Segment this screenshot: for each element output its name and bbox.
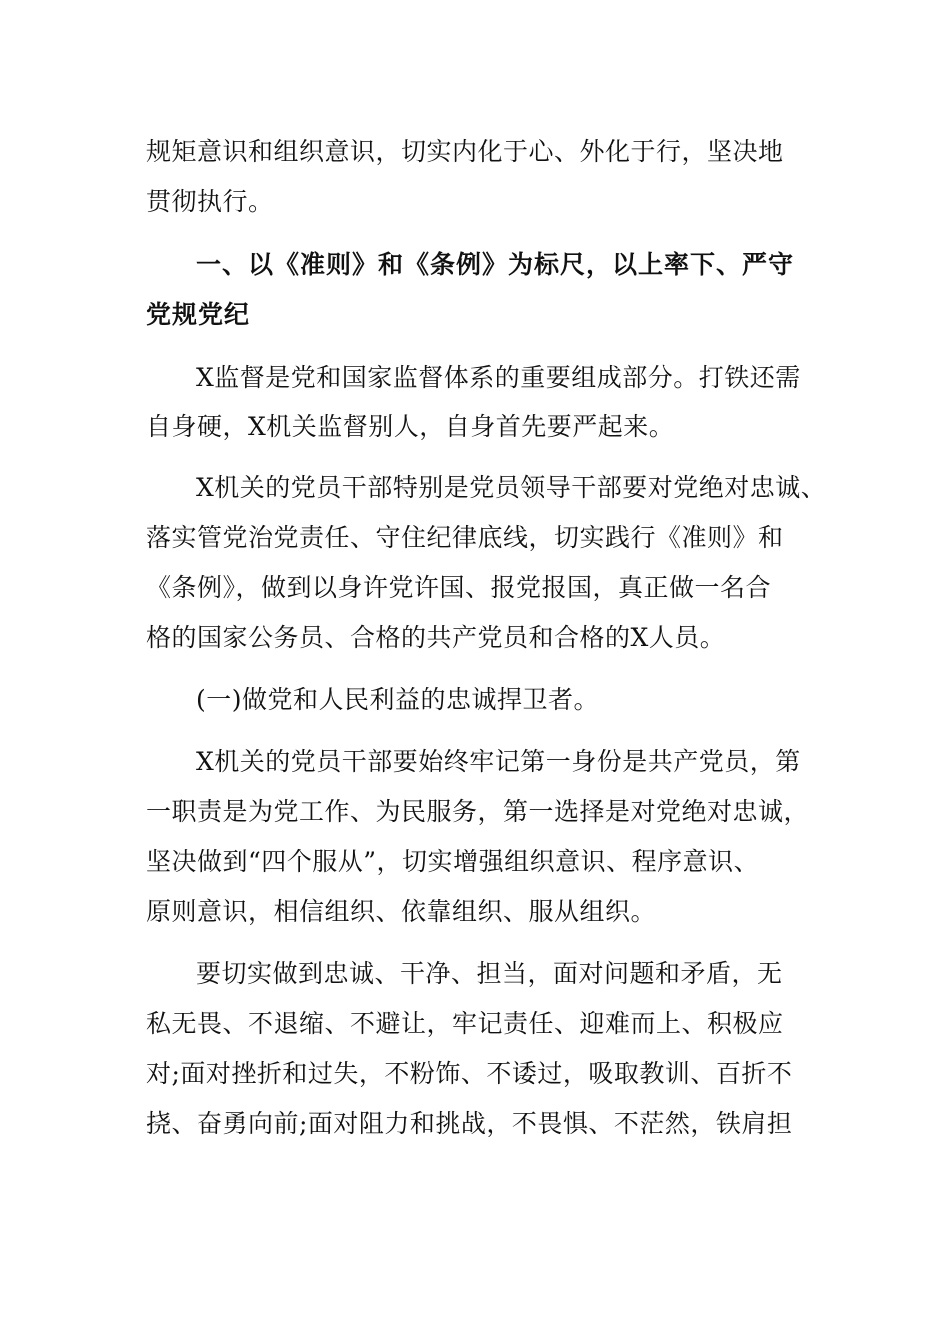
body-line: 落实管党治党责任、守住纪律底线，切实践行《准则》和	[146, 523, 784, 552]
body-line: 私无畏、不退缩、不避让，牢记责任、迎难而上、积极应	[146, 1009, 784, 1038]
section-heading: 党规党纪	[146, 300, 251, 329]
body-line: 格的国家公务员、合格的共产党员和合格的X人员。	[146, 623, 726, 652]
body-line: 自身硬，X机关监督别人，自身首先要严起来。	[146, 412, 675, 441]
body-line: 坚决做到“四个服从”，切实增强组织意识、程序意识、	[146, 847, 760, 876]
body-line: 要切实做到忠诚、干净、担当，面对问题和矛盾，无	[196, 959, 783, 988]
body-line: 规矩意识和组织意识，切实内化于心、外化于行，坚决地	[146, 137, 784, 166]
body-line: X监督是党和国家监督体系的重要组成部分。打铁还需	[196, 363, 801, 392]
body-line: 贯彻执行。	[146, 187, 274, 216]
body-line: 《条例》，做到以身许党许国、报党报国，真正做一名合	[146, 573, 772, 602]
body-line: 对;面对挫折和过失，不粉饰、不诿过，吸取教训、百折不	[146, 1059, 793, 1088]
section-heading: 一、以《准则》和《条例》为标尺，以上率下、严守	[196, 250, 795, 279]
body-line: 原则意识，相信组织、依靠组织、服从组织。	[146, 897, 657, 926]
subsection-heading: (一)做党和人民利益的忠诚捍卫者。	[196, 685, 600, 714]
body-line: X机关的党员干部特别是党员领导干部要对党绝对忠诚、	[196, 473, 827, 502]
body-line: X机关的党员干部要始终牢记第一身份是共产党员，第	[196, 747, 801, 776]
body-line: 挠、奋勇向前;面对阻力和挑战，不畏惧、不茫然，铁肩担	[146, 1109, 793, 1138]
body-line: 一职责是为党工作、为民服务，第一选择是对党绝对忠诚，	[146, 797, 810, 826]
